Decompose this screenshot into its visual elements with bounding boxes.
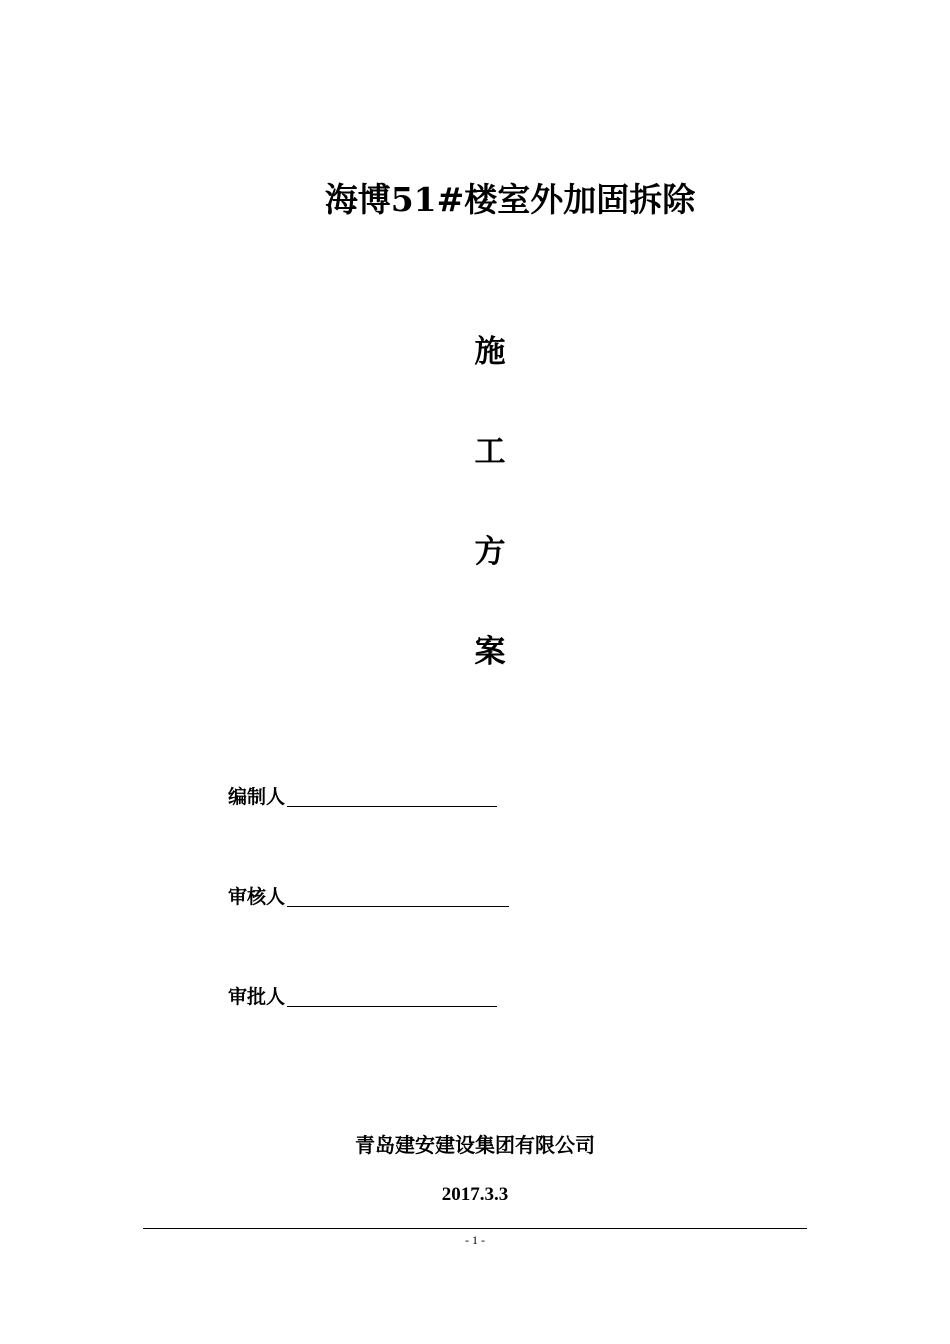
document-date: 2017.3.3 (441, 1184, 509, 1205)
signature-row-compiler (228, 784, 497, 810)
signature-label-compiler: 编制人 (228, 786, 286, 808)
signature-row-reviewer (228, 884, 509, 910)
footer-divider (143, 1228, 807, 1229)
page-number: - 1 - (465, 1233, 485, 1247)
company-name: 青岛建安建设集团有限公司 (355, 1133, 595, 1157)
signature-label-reviewer: 审核人 (228, 886, 286, 908)
signature-row-approver (228, 984, 497, 1010)
vertical-title-char-1: 施 (474, 334, 506, 370)
document-title: 海博51#楼室外加固拆除 (324, 180, 696, 219)
vertical-title-char-3: 方 (474, 534, 506, 570)
signature-line-approver (287, 986, 497, 1007)
signature-line-reviewer (287, 886, 509, 907)
vertical-title-char-2: 工 (474, 434, 506, 470)
signature-line-compiler (287, 786, 497, 807)
vertical-title-char-4: 案 (474, 634, 506, 670)
signature-label-approver: 审批人 (228, 986, 286, 1008)
